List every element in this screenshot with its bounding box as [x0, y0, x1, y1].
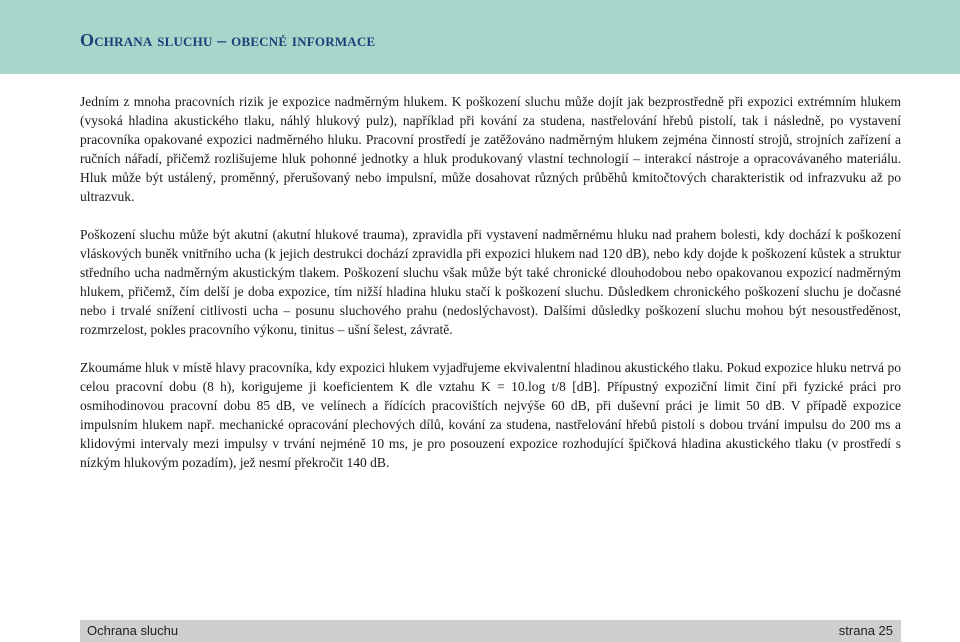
- main-content: [80, 92, 901, 491]
- header-band: [0, 0, 960, 74]
- footer-bar: [80, 620, 901, 642]
- paragraph-damage: Poškození sluchu může být akutní (akutní hlukové trauma), zpravidla při vystavení nadměrnému hluku nad prahem bolesti, kdy dochází k poškození vláskových buněk vnitřního ucha (k jejich destrukci dochází zpravidla při expozici hlukem nad 120 dB), nebo kdy dojde k poškození kůstek a struktur středního ucha nadměrným akustickým tlakem. Poškození sluchu však může být také chronické dlouhodobou nebo opakovanou expozicí nadměrným hlukem, přičemž, čím delší je doba expozice, tím nižší hladina hluku stačí k poškození sluchu. Důsledkem chronického poškození sluchu je dočasné nebo i trvalé snížení citlivosti ucha – posunu sluchového prahu (nedoslýchavost). Dalšími důsledky poškození sluchu mohou být nesoustředěnost, rozmrzelost, pokles pracovního výkonu, tinitus – ušní šelest, závratě.: [80, 227, 901, 337]
- footer-document-title: Ochrana sluchu: [87, 623, 179, 638]
- page-title: Ochrana sluchu – obecné informace: [80, 30, 376, 50]
- paragraph-measurement: Zkoumáme hluk v místě hlavy pracovníka, kdy expozici hlukem vyjadřujeme ekvivalentní hladinou akustického tlaku. Pokud expozice hluku netrvá po celou pracovní dobu (8 h), korigujeme ji koeficientem K dle vztahu K = 10.log t/8 [dB]. Přípustný expoziční limit činí při fyzické práci pro osmihodinovou pracovní dobu 85 dB, ve velínech a řídících pracovištích nejvýše 60 dB, při duševní práci je limit 50 dB. V případě expozice impulsním hlukem např. mechanické opracování plechových dílů, kování za studena, nastřelování hřebů pistolí s dobou trvání impulsu do 200 ms a klidovými intervaly mezi impulsy v trvání nejméně 10 ms, je pro posouzení expozice rozhodující špičková hladina akustického tlaku (v prostředí s nízkým hlukovým pozadím), jež nesmí překročit 140 dB.: [80, 360, 901, 470]
- paragraph-intro: Jedním z mnoha pracovních rizik je expozice nadměrným hlukem. K poškození sluchu může dojít jak bezprostředně při expozici extrémním hlukem (vysoká hladina akustického tlaku, náhlý hlukový pulz), například při kování za studena, nastřelování hřebů pistolí, tak i následně, po vystavení pracovníka opakované expozici nadměrného hluku. Pracovní prostředí je zatěžováno nadměrným hlukem zejména činností strojů, strojních zařízení a ručních nářadí, přičemž rozlišujeme hluk pohonné jednotky a hluk produkovaný vlastní technologií – interakcí nástroje a opracovávaného materiálu. Hluk může být ustálený, proměnný, přerušovaný nebo impulsní, může dosahovat různých průběhů kmitočtových charakteristik od infrazvuku až po ultrazvuk.: [80, 94, 901, 204]
- footer-page-number: strana 25: [838, 623, 893, 638]
